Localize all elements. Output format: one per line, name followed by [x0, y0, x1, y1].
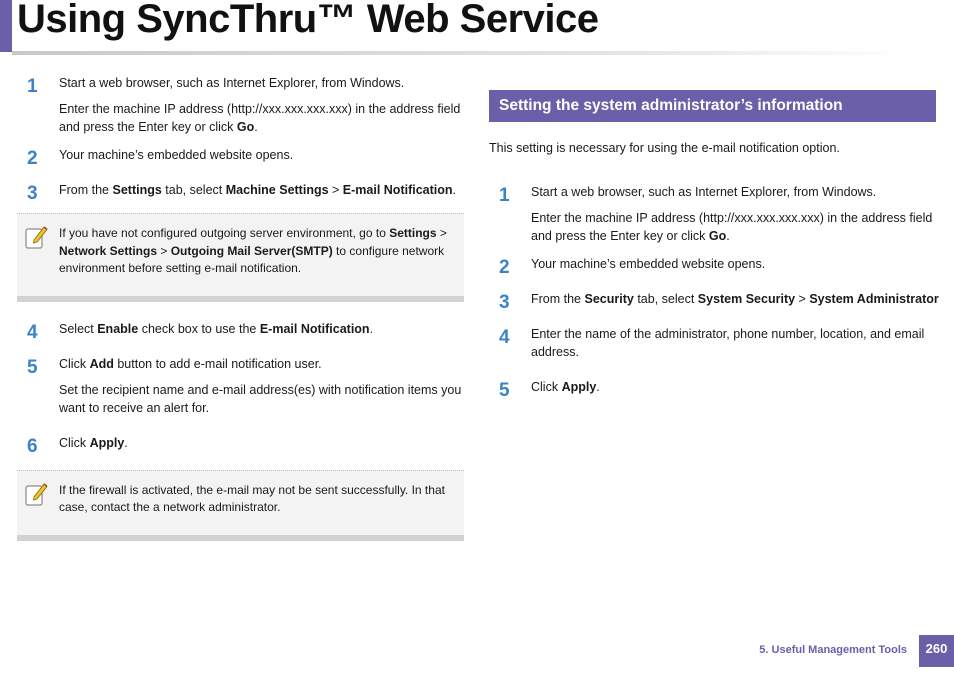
right-step-4: [489, 325, 936, 361]
right-step-5: [489, 378, 936, 401]
step-number: 1: [499, 185, 510, 206]
step-number: 4: [499, 327, 510, 348]
step-number: 2: [499, 257, 510, 278]
step-text: Click Apply.: [59, 435, 128, 450]
step-number: 6: [27, 435, 38, 457]
right-step-3: [489, 290, 939, 313]
step-text: Enter the machine IP address (http://xxx.xxx.xxx.xxx) in the address field and press the Enter key or click Go.: [59, 102, 461, 134]
page-number: 260: [919, 635, 954, 667]
left-step-1: [17, 74, 464, 136]
page-title: Using SyncThru™ Web Service: [17, 0, 599, 41]
step-text: From the Settings tab, select Machine Settings > E-mail Notification.: [59, 183, 457, 197]
right-step-2: [489, 255, 936, 278]
right-column: [489, 90, 939, 401]
left-step-4: [17, 320, 464, 343]
step-text: Enter the machine IP address (http://xxx.xxx.xxx.xxx) in the address field and press the Enter key or click Go.: [531, 211, 933, 243]
left-step-6: [17, 434, 464, 457]
step-text: Set the recipient name and e-mail address(es) with notification items you want to receive an alert for.: [59, 382, 462, 415]
note-box: [17, 213, 464, 302]
section-intro: This setting is necessary for using the e-mail notification option.: [489, 141, 840, 155]
title-accent-bar: [0, 0, 12, 52]
section-header: Setting the system administrator’s information: [489, 90, 936, 122]
step-text: Your machine’s embedded website opens.: [531, 257, 766, 271]
left-step-3: [17, 181, 464, 204]
left-step-2: [17, 146, 464, 169]
step-text: Click Add button to add e-mail notification user.: [59, 356, 322, 371]
step-text: From the Security tab, select System Security > System Administrator: [531, 292, 939, 306]
note-pencil-icon: [25, 224, 49, 250]
step-text: Enter the name of the administrator, phone number, location, and email address.: [531, 327, 925, 359]
step-text: Select Enable check box to use the E-mail Notification.: [59, 321, 374, 336]
step-text: Click Apply.: [531, 380, 600, 394]
note-text: If the firewall is activated, the e-mail may not be sent successfully. In that case, contact the a network administrator.: [59, 482, 445, 514]
note-text: If you have not configured outgoing server environment, go to Settings > Network Settings > Outgoing Mail Server(SMTP) to configure network environment before setting e-mail notification.: [59, 226, 447, 275]
left-step-5: [17, 355, 464, 417]
step-text: Start a web browser, such as Internet Explorer, from Windows.: [531, 185, 877, 199]
step-number: 5: [27, 356, 38, 378]
note-pencil-icon: [25, 481, 49, 507]
note-box: [17, 470, 464, 541]
step-number: 4: [27, 321, 38, 343]
step-text: Start a web browser, such as Internet Explorer, from Windows.: [59, 76, 405, 90]
step-number: 3: [27, 183, 38, 204]
step-text: Your machine’s embedded website opens.: [59, 148, 294, 162]
right-step-1: [489, 183, 936, 245]
footer-chapter: 5. Useful Management Tools: [759, 644, 907, 656]
title-divider: [12, 51, 912, 55]
step-number: 3: [499, 292, 510, 313]
step-number: 2: [27, 148, 38, 169]
left-column: [17, 74, 464, 541]
step-number: 5: [499, 380, 510, 401]
step-number: 1: [27, 76, 38, 97]
